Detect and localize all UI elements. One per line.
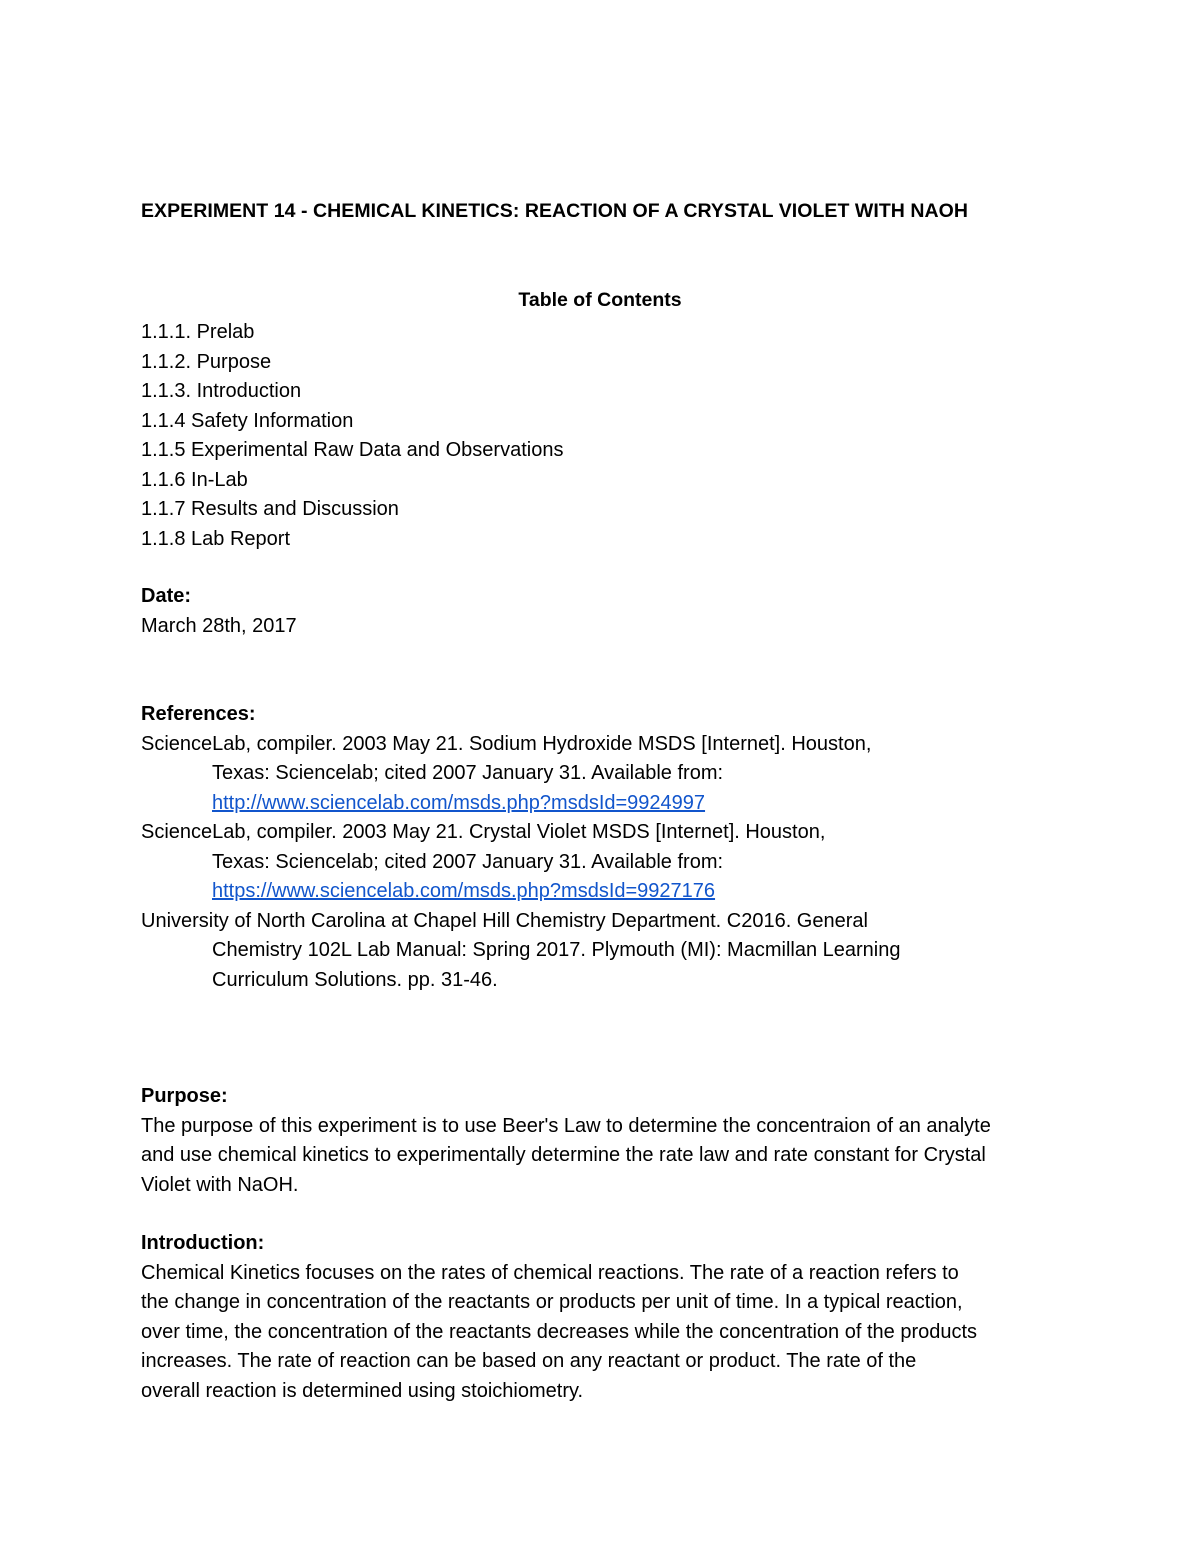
toc-item-prelab: 1.1.1. Prelab [141, 321, 255, 343]
introduction-text: over time, the concentration of the reactants decreases while the concentration of the products [141, 1320, 978, 1343]
reference-link-sodium-hydroxide-msds[interactable]: http://www.sciencelab.com/msds.php?msdsId=9924997 [212, 791, 706, 814]
introduction-text: Chemical Kinetics focuses on the rates of chemical reactions. The rate of a reaction refers to [141, 1261, 959, 1284]
reference-text: Curriculum Solutions. pp. 31-46. [212, 968, 498, 991]
date-label: Date: [141, 585, 192, 607]
references-section [141, 700, 1061, 995]
purpose-label: Purpose: [141, 1085, 228, 1107]
toc-item-purpose: 1.1.2. Purpose [141, 350, 272, 373]
introduction-text: overall reaction is determined using stoichiometry. [141, 1379, 584, 1402]
toc-item-introduction: 1.1.3. Introduction [141, 380, 302, 402]
date-value: March 28th, 2017 [141, 614, 297, 637]
reference-text: Texas: Sciencelab; cited 2007 January 31. Available from: [212, 762, 724, 784]
reference-entry [141, 730, 1061, 819]
reference-entry [141, 907, 1061, 996]
references-label: References: [141, 703, 256, 725]
reference-text: ScienceLab, compiler. 2003 May 21. Crystal Violet MSDS [Internet]. Houston, [141, 821, 826, 843]
toc-heading: Table of Contents [518, 289, 682, 311]
reference-text: University of North Carolina at Chapel Hill Chemistry Department. C2016. General [141, 909, 868, 932]
introduction-text: increases. The rate of reaction can be based on any reactant or product. The rate of the [141, 1350, 917, 1372]
reference-text: ScienceLab, compiler. 2003 May 21. Sodium Hydroxide MSDS [Internet]. Houston, [141, 732, 872, 755]
date-section [141, 582, 1061, 641]
toc-item-safety-information: 1.1.4 Safety Information [141, 409, 354, 432]
purpose-text: and use chemical kinetics to experimentally determine the rate law and rate constant for Crystal [141, 1144, 986, 1166]
purpose-section [141, 1082, 1061, 1200]
toc-item-in-lab: 1.1.6 In-Lab [141, 468, 248, 491]
introduction-label: Introduction: [141, 1232, 265, 1254]
toc-item-lab-report: 1.1.8 Lab Report [141, 527, 290, 550]
introduction-text: the change in concentration of the reactants or products per unit of time. In a typical reaction, [141, 1291, 963, 1313]
toc-item-results-discussion: 1.1.7 Results and Discussion [141, 498, 399, 520]
introduction-section [141, 1229, 1061, 1406]
reference-text: Chemistry 102L Lab Manual: Spring 2017. Plymouth (MI): Macmillan Learning [212, 939, 901, 961]
document-title: EXPERIMENT 14 - CHEMICAL KINETICS: REACTION OF A CRYSTAL VIOLET WITH NAOH [141, 200, 969, 222]
toc-list [141, 318, 563, 554]
purpose-text: Violet with NaOH. [141, 1173, 299, 1196]
toc-item-raw-data: 1.1.5 Experimental Raw Data and Observations [141, 439, 564, 461]
reference-link-crystal-violet-msds[interactable]: https://www.sciencelab.com/msds.php?msdsId=9927176 [212, 880, 716, 902]
reference-entry [141, 818, 1061, 907]
purpose-text: The purpose of this experiment is to use Beer's Law to determine the concentraion of an analyte [141, 1114, 991, 1137]
reference-text: Texas: Sciencelab; cited 2007 January 31. Available from: [212, 850, 724, 873]
